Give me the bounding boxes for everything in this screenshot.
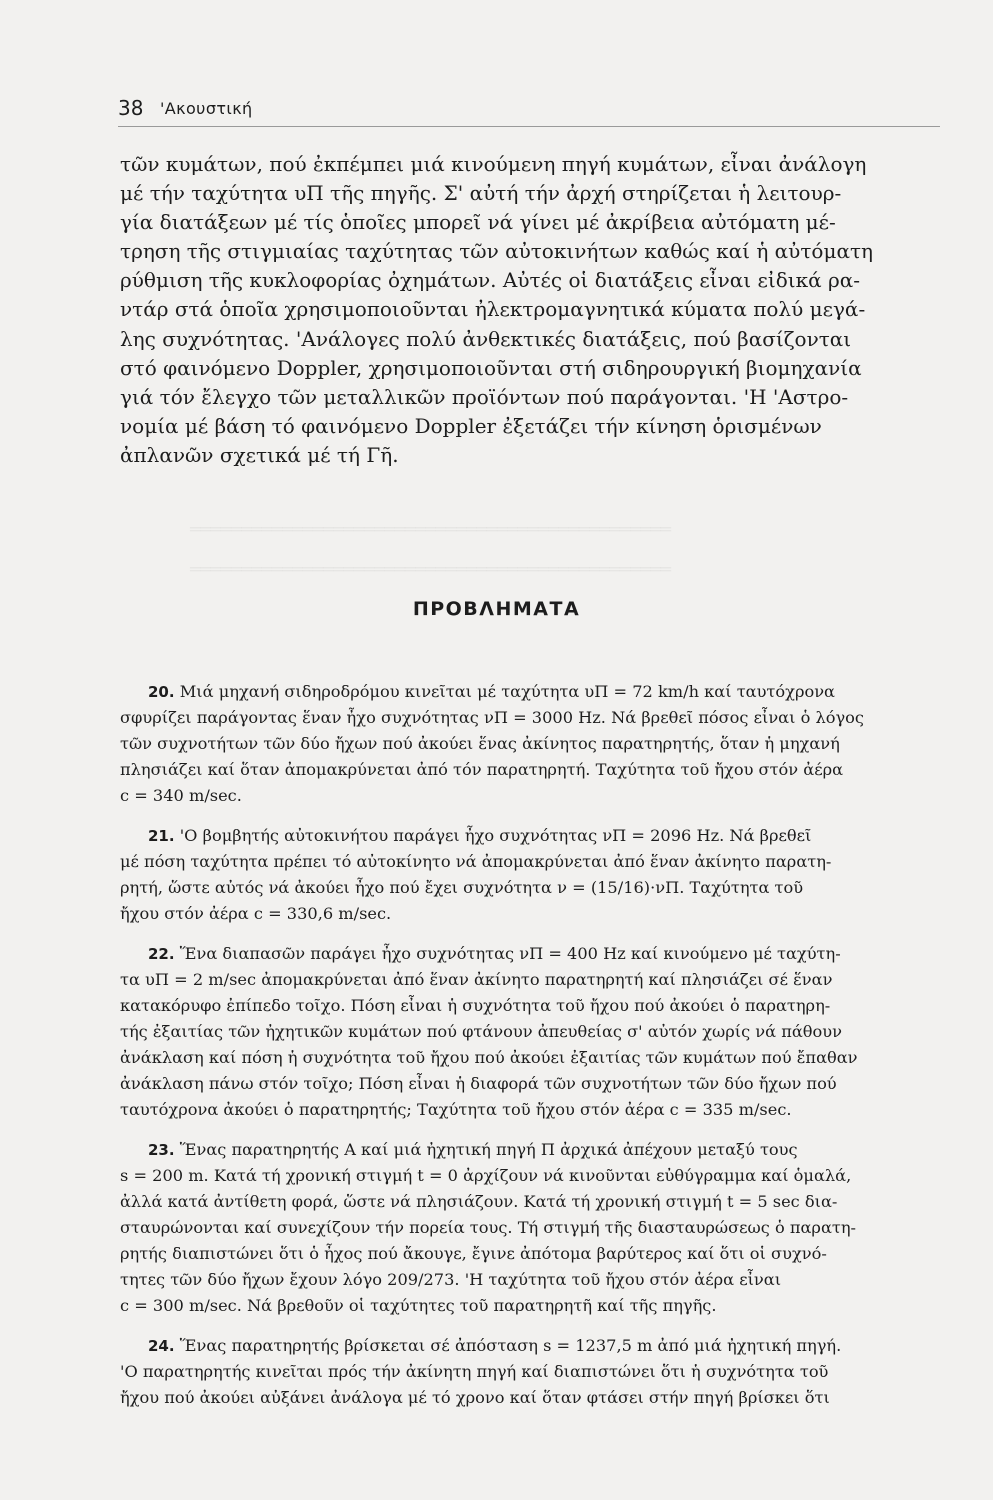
text-line: τρηση τῆς στιγμιαίας ταχύτητας τῶν αὐτοκινήτων καθώς καί ἡ αὐτόματη	[120, 239, 873, 264]
text-line: σφυρίζει παράγοντας ἕναν ἦχο συχνότητας νΠ = 3000 Hz. Νά βρεθεῖ πόσος εἶναι ὁ λόγος	[120, 708, 864, 727]
problems-list	[120, 679, 935, 1425]
text-line: μέ πόση ταχύτητα πρέπει τό αὐτοκίνητο νά ἀπομακρύνεται ἀπό ἕναν ἀκίνητο παρατη-	[120, 852, 832, 871]
text-line: ἀνάκλαση πάνω στόν τοῖχο; Πόση εἶναι ἡ διαφορά τῶν συχνοτήτων τῶν δύο ἤχων πού	[120, 1074, 837, 1093]
text-line: ρητή, ὥστε αὐτός νά ἀκούει ἦχο πού ἔχει συχνότητα ν = (15/16)·νΠ. Ταχύτητα τοῦ	[120, 878, 804, 897]
problem-first-line	[120, 1137, 935, 1163]
problem-first-line	[120, 941, 935, 967]
problem-number: 23.	[148, 1141, 175, 1159]
problem-number: 21.	[148, 827, 175, 845]
text-line: ἤχου πού ἀκούει αὐξάνει ἀνάλογα μέ τό χρονο καί ὅταν φτάσει στήν πηγή βρίσκει ὅτι	[120, 1388, 830, 1407]
running-header	[118, 92, 940, 127]
text-line: νομία μέ βάση τό φαινόμενο Doppler ἐξετάζει τήν κίνηση ὁρισμένων	[120, 413, 822, 438]
section-heading: ΠΡΟΒΛΗΜΑΤΑ	[412, 598, 581, 620]
problem-first-line	[120, 679, 935, 705]
text-line: στό φαινόμενο Doppler, χρησιμοποιοῦνται στή σιδηρουργική βιομηχανία	[120, 355, 862, 380]
bleed-through-texture	[190, 560, 671, 580]
problem-21	[120, 823, 935, 927]
text-line: ἤχου στόν ἀέρα c = 330,6 m/sec.	[120, 904, 392, 923]
text-line: τῶν κυμάτων, πού ἐκπέμπει μιά κινούμενη πηγή κυμάτων, εἶναι ἀνάλογη	[120, 152, 867, 176]
text-line: ἀλλά κατά ἀντίθετη φορά, ὥστε νά πλησιάζουν. Κατά τή χρονική στιγμή t = 5 sec δια-	[120, 1192, 838, 1211]
text-line: c = 300 m/sec. Νά βρεθοῦν οἱ ταχύτητες τοῦ παρατηρητῆ καί τῆς πηγῆς.	[120, 1296, 717, 1315]
text-line: 'Ο παρατηρητής κινεῖται πρός τήν ἀκίνητη πηγή καί διαπιστώνει ὅτι ἡ συχνότητα τοῦ	[120, 1362, 829, 1381]
text-line: τητες τῶν δύο ἤχων ἔχουν λόγο 209/273. 'Η ταχύτητα τοῦ ἤχου στόν ἀέρα εἶναι	[120, 1270, 782, 1289]
problem-20	[120, 679, 935, 809]
text-line: τῶν συχνοτήτων τῶν δύο ἤχων πού ἀκούει ἕνας ἀκίνητος παρατηρητής, ὅταν ἡ μηχανή	[120, 734, 840, 753]
running-title: 'Ακουστική	[160, 99, 253, 118]
problem-first-line	[120, 1333, 935, 1359]
text-line: γιά τόν ἔλεγχο τῶν μεταλλικῶν προϊόντων πού παράγονται. 'Η 'Αστρο-	[120, 384, 849, 409]
problem-number: 22.	[148, 945, 175, 963]
text-line: Μιά μηχανή σιδηροδρόμου κινεῖται μέ ταχύτητα υΠ = 72 km/h καί ταυτόχρονα	[179, 682, 835, 701]
text-line: ρύθμιση τῆς κυκλοφορίας ὀχημάτων. Αὐτές οἱ διατάξεις εἶναι εἰδικά ρα-	[120, 268, 860, 293]
text-line: ντάρ στά ὁποῖα χρησιμοποιοῦνται ἠλεκτρομαγνητικά κύματα πολύ μεγά-	[120, 297, 866, 322]
bleed-through-texture	[190, 520, 671, 540]
problem-24	[120, 1333, 935, 1411]
problem-number: 20.	[148, 683, 175, 701]
text-line: ἀπλανῶν σχετικά μέ τή Γῆ.	[120, 442, 399, 467]
problem-first-line	[120, 823, 935, 849]
text-line: ταυτόχρονα ἀκούει ὁ παρατηρητής; Ταχύτητα τοῦ ἤχου στόν ἀέρα c = 335 m/sec.	[120, 1100, 792, 1119]
text-line: ἀνάκλαση καί πόση ἡ συχνότητα τοῦ ἤχου πού ἀκούει ἐξαιτίας τῶν κυμάτων πού ἔπαθαν	[120, 1048, 858, 1067]
page-number: 38	[118, 96, 144, 120]
problem-22	[120, 941, 935, 1123]
text-line: σταυρώνονται καί συνεχίζουν τήν πορεία τους. Τή στιγμή τῆς διασταυρώσεως ὁ παρατη-	[120, 1218, 857, 1237]
text-line: Ἕνας παρατηρητής βρίσκεται σέ ἀπόσταση s = 1237,5 m ἀπό μιά ἠχητική πηγή.	[179, 1336, 842, 1355]
text-line: c = 340 m/sec.	[120, 786, 242, 805]
problem-number: 24.	[148, 1337, 175, 1355]
problem-23	[120, 1137, 935, 1319]
text-line: τής ἐξαιτίας τῶν ἠχητικῶν κυμάτων πού φτάνουν ἀπευθείας σ' αὐτόν χωρίς νά πάθουν	[120, 1022, 842, 1041]
text-line: 'Ο βομβητής αὐτοκινήτου παράγει ἦχο συχνότητας νΠ = 2096 Hz. Νά βρεθεῖ	[179, 826, 812, 845]
text-line: κατακόρυφο ἐπίπεδο τοῖχο. Πόση εἶναι ἡ συχνότητα τοῦ ἤχου πού ἀκούει ὁ παρατηρη-	[120, 996, 831, 1015]
text-line: γία διατάξεων μέ τίς ὁποῖες μπορεῖ νά γίνει μέ ἀκρίβεια αὐτόματη μέ-	[120, 210, 836, 235]
text-line: Ἕνας παρατηρητής Α καί μιά ἠχητική πηγή Π ἀρχικά ἀπέχουν μεταξύ τους	[179, 1140, 798, 1159]
text-line: s = 200 m. Κατά τή χρονική στιγμή t = 0 ἀρχίζουν νά κινοῦνται εὐθύγραμμα καί ὁμαλά,	[120, 1166, 852, 1185]
text-line: ρητής διαπιστώνει ὅτι ὁ ἦχος πού ἄκουγε, ἔγινε ἀπότομα βαρύτερος καί ὅτι οἱ συχνό-	[120, 1244, 827, 1263]
text-line: πλησιάζει καί ὅταν ἀπομακρύνεται ἀπό τόν παρατηρητή. Ταχύτητα τοῦ ἤχου στόν ἀέρα	[120, 760, 844, 779]
text-line: τα υΠ = 2 m/sec ἀπομακρύνεται ἀπό ἕναν ἀκίνητο παρατηρητή καί πλησιάζει σέ ἕναν	[120, 970, 833, 989]
text-line: μέ τήν ταχύτητα υΠ τῆς πηγῆς. Σ' αὐτή τήν ἀρχή στηρίζεται ἡ λειτουρ-	[120, 181, 842, 206]
intro-paragraph	[120, 150, 935, 470]
text-line: λης συχνότητας. 'Ανάλογες πολύ ἀνθεκτικές διατάξεις, πού βασίζονται	[120, 326, 852, 351]
text-line: Ἕνα διαπασῶν παράγει ἦχο συχνότητας νΠ = 400 Hz καί κινούμενο μέ ταχύτη-	[179, 944, 841, 963]
